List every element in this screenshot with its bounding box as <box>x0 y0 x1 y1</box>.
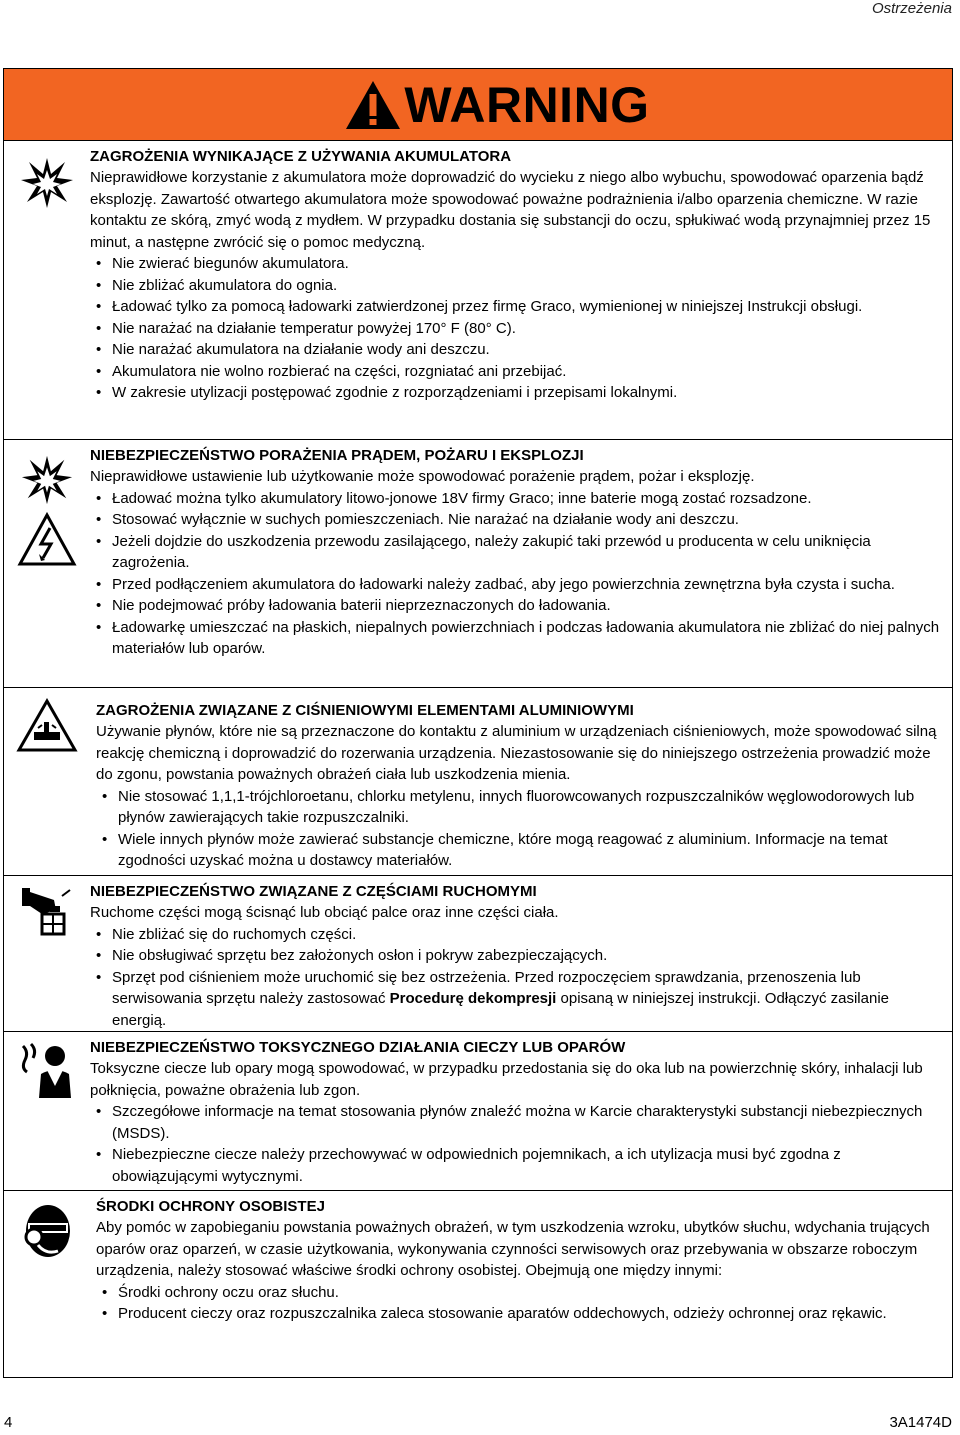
list-item: • Nie narażać na działanie temperatur powyżej 170° F (80° C). <box>90 318 944 340</box>
warning-banner <box>4 69 952 141</box>
list-item: • Nie obsługiwać sprzętu bez założonych osłon i pokryw zabezpieczających. <box>90 945 944 967</box>
list-item: • Stosować wyłącznie w suchych pomieszczeniach. Nie narażać na działanie wody ani deszczu. <box>90 509 944 531</box>
banner-title: WARNING <box>404 76 650 133</box>
section-text: Nieprawidłowe korzystanie z akumulatora może doprowadzić do wycieku z niego albo wybuchu, spowodować oparzenia bądź eksplozję. Zawartość otwartego akumulatora może spowodować poważne podrażnienia i/albo oparzenia chemiczne. W razie kontaktu ze skórą, zmyć wodą z mydłem. W przypadku dostania się substancji do oczu, spłukiwać wodą przynajmniej przez 15 minut, a następne zwrócić się o pomoc medyczną. <box>90 169 931 251</box>
section-ppe <box>4 1190 952 1378</box>
document-code: 3A1474D <box>889 1414 952 1431</box>
section-list <box>90 488 944 660</box>
warning-box <box>3 68 953 1378</box>
list-item: • Nie podejmować próby ładowania baterii nieprzeznaczonych do ładowania. <box>90 595 944 617</box>
list-item: • Przed podłączeniem akumulatora do ładowarki należy zadbać, aby jego powierzchnia zewnętrzna była czysta i sucha. <box>90 574 944 596</box>
section-list <box>96 786 944 872</box>
list-item: • Ładowarkę umieszczać na płaskich, niepalnych powierzchniach i podczas ładowania akumulatora nie zbliżać do niej palnych materiałów lub oparów. <box>90 617 944 660</box>
list-item: • Producent cieczy oraz rozpuszczalnika zaleca stosowanie aparatów oddechowych, odzieży ochronnej oraz rękawic. <box>96 1303 944 1325</box>
section-toxic <box>4 1031 952 1190</box>
list-item: • Wiele innych płynów może zawierać substancje chemiczne, które mogą reagować z aluminium. Informacje na temat zgodności uzyskać można u dostawcy materiałów. <box>96 829 944 872</box>
section-title: NIEBEZPIECZEŃSTWO PORAŻENIA PRĄDEM, POŻARU I EKSPLOZJI <box>90 447 584 464</box>
list-item: • Niebezpieczne ciecze należy przechowywać w odpowiednich pojemnikach, a ich utylizacja musi być zgodna z obowiązującymi wytycznymi. <box>90 1144 944 1187</box>
explosion-icon <box>19 154 75 210</box>
section-title: ŚRODKI OCHRONY OSOBISTEJ <box>96 1198 325 1215</box>
section-title: ZAGROŻENIA WYNIKAJĄCE Z UŻYWANIA AKUMULATORA <box>90 148 512 165</box>
list-item: • Akumulatora nie wolno rozbierać na części, rozgniatać ani przebijać. <box>90 361 944 383</box>
explosion-icon <box>20 452 74 506</box>
section-list <box>90 1101 944 1187</box>
electric-shock-icon <box>17 512 77 568</box>
section-title: ZAGROŻENIA ZWIĄZANE Z CIŚNIENIOWYMI ELEMENTAMI ALUMINIOWYMI <box>96 702 634 719</box>
section-text: Ruchome części mogą ścisnąć lub obciąć palce oraz inne części ciała. <box>90 904 559 921</box>
list-item: • Nie zbliżać akumulatora do ognia. <box>90 275 944 297</box>
list-item: • Szczegółowe informacje na temat stosowania płynów znaleźć można w Karcie charakterystyki substancji niebezpiecznych (MSDS). <box>90 1101 944 1144</box>
section-battery <box>4 140 952 439</box>
section-list <box>96 1282 944 1325</box>
section-text: Aby pomóc w zapobieganiu powstania poważnych obrażeń, w tym uszkodzenia wzroku, ubytków słuchu, wdychania trujących oparów oraz oparzeń, w czasie użytkowania, wykonywania czynności serwisowych oraz przebywania w obszarze roboczym urządzenia, należy stosować właściwe środki ochrony osobistej. Obejmują one między innymi: <box>96 1219 930 1279</box>
list-item: • Nie zbliżać się do ruchomych części. <box>90 924 944 946</box>
pressure-hazard-icon <box>16 698 78 754</box>
item-text: Sprzęt pod ciśnieniem może uruchomić się bez ostrzeżenia. Przed rozpoczęciem sprawdzania, przenoszenia lub serwisowania sprzętu należy zastosować <box>112 968 861 1007</box>
list-item: • Nie zwierać biegunów akumulatora. <box>90 253 944 275</box>
section-list <box>90 253 944 404</box>
section-title: NIEBEZPIECZEŃSTWO TOKSYCZNEGO DZIAŁANIA CIECZY LUB OPARÓW <box>90 1039 626 1056</box>
list-item: • Nie stosować 1,1,1-trójchloroetanu, chlorku metylenu, innych fluorowcowanych rozpuszczalników węglowodorowych lub płynów zawierających takie rozpuszczalniki. <box>96 786 944 829</box>
list-item: • Jeżeli dojdzie do uszkodzenia przewodu zasilającego, należy zakupić taki przewód u producenta w celu uniknięcia zagrożenia. <box>90 531 944 574</box>
procedure-reference: Procedurę dekompresji <box>389 990 557 1007</box>
section-text: Toksyczne ciecze lub opary mogą spowodować, w przypadku przedostania się do oka lub na powierzchnię skóry, inhalacji lub połknięcia, poważne obrażenia lub zgon. <box>90 1060 923 1099</box>
section-title: NIEBEZPIECZEŃSTWO ZWIĄZANE Z CZĘŚCIAMI RUCHOMYMI <box>90 883 537 900</box>
list-item: • W zakresie utylizacji postępować zgodnie z rozporządzeniami i przepisami lokalnymi. <box>90 382 944 404</box>
toxic-fumes-icon <box>17 1040 77 1100</box>
warning-triangle-icon <box>344 79 402 131</box>
section-list <box>90 924 944 1032</box>
section-header: Ostrzeżenia <box>871 0 952 17</box>
protective-equipment-icon <box>18 1203 76 1261</box>
section-moving-parts <box>4 875 952 1031</box>
item-text: opisaną w niniejszej instrukcji. Odłączyć zasilanie energią. <box>112 990 890 1029</box>
page-number: 4 <box>4 1414 13 1431</box>
list-item <box>90 967 944 1032</box>
list-item: • Ładować można tylko akumulatory litowo-jonowe 18V firmy Graco; inne baterie mogą zostać rozsadzone. <box>90 488 944 510</box>
section-aluminium <box>4 687 952 875</box>
moving-parts-icon <box>18 884 76 936</box>
list-item: • Ładować tylko za pomocą ładowarki zatwierdzonej przez firmę Graco, wymienionej w niniejszej Instrukcji obsługi. <box>90 296 944 318</box>
section-text: Nieprawidłowe ustawienie lub użytkowanie może spowodować porażenie prądem, pożar i eksplozję. <box>90 468 755 485</box>
section-text: Używanie płynów, które nie są przeznaczone do kontaktu z aluminium w urządzeniach ciśnieniowych, może spowodować silną reakcję chemiczną i doprowadzić do rozerwania urządzenia. Niezastosowanie się do niniejszego ostrzeżenia prowadzić może do zgonu, powstania poważnych obrażeń ciała lub uszkodzenia mienia. <box>96 723 937 783</box>
list-item: • Nie narażać akumulatora na działanie wody ani deszczu. <box>90 339 944 361</box>
list-item: • Środki ochrony oczu oraz słuchu. <box>96 1282 944 1304</box>
section-electric <box>4 439 952 687</box>
